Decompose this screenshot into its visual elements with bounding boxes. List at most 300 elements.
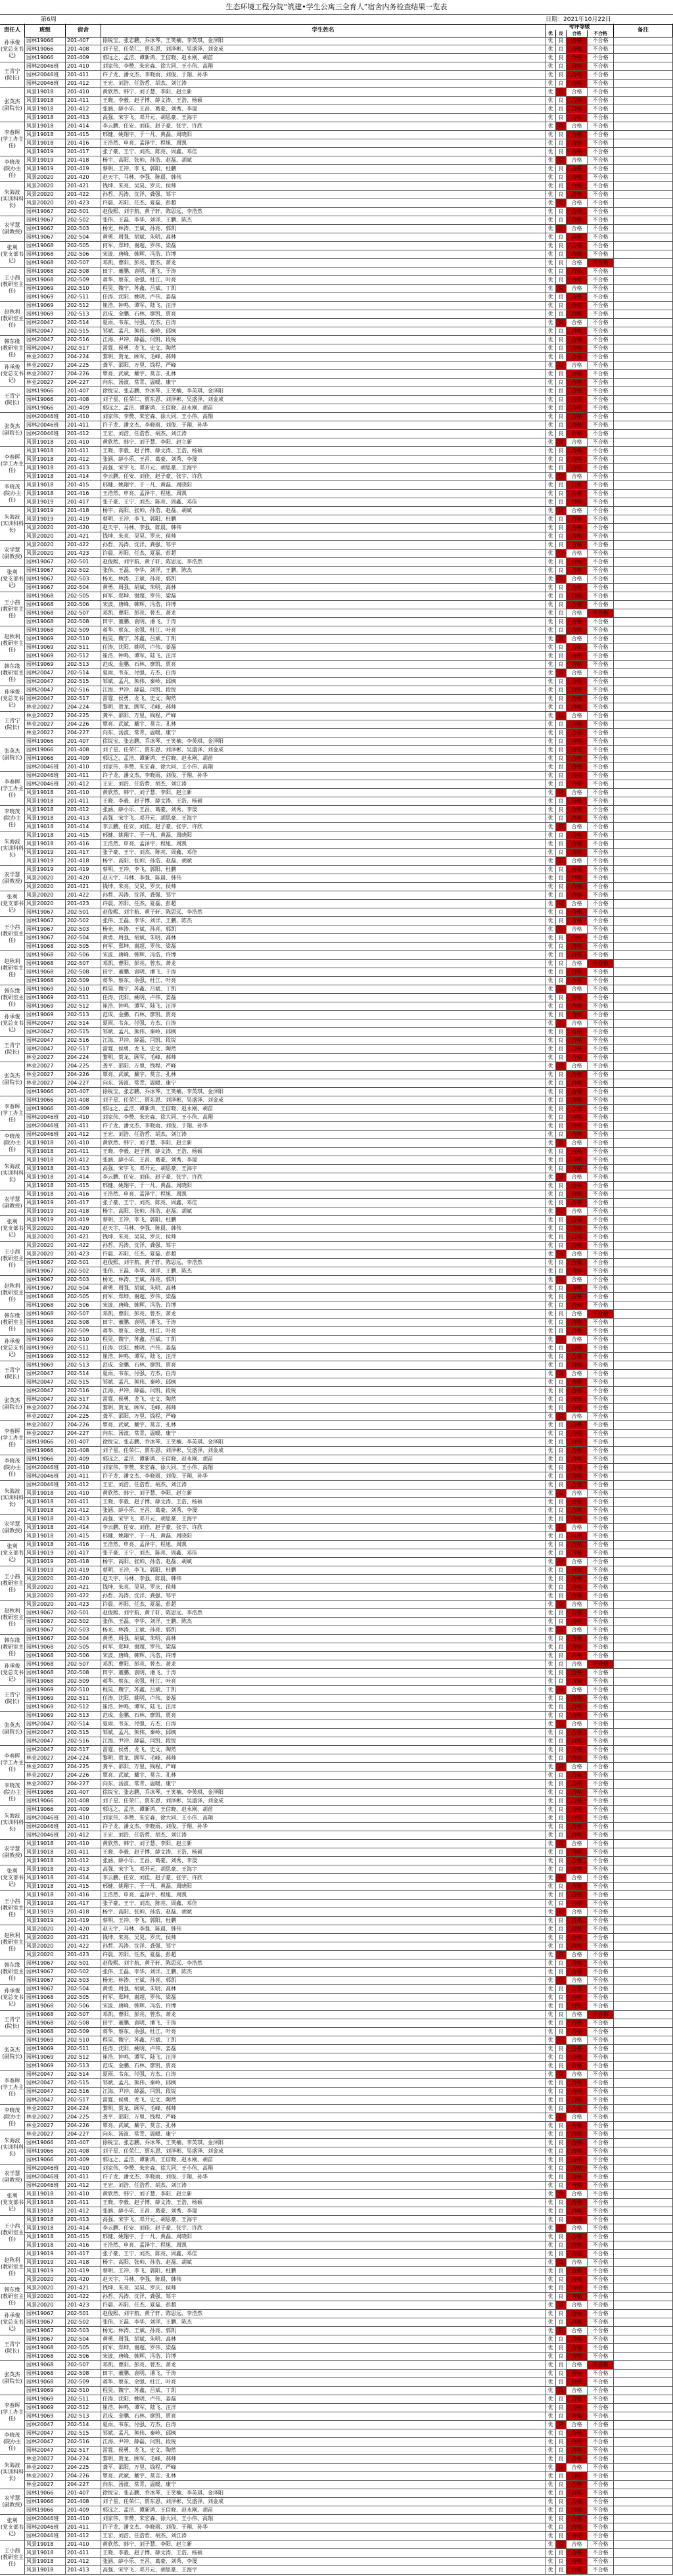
grade-good: 良 (556, 1686, 567, 1694)
class-cell: 风景20020 (25, 1225, 66, 1232)
grade-fail: 不合格 (588, 1028, 614, 1036)
class-cell: 园林19069 (25, 2036, 66, 2044)
notes-cell (614, 490, 673, 498)
notes-cell (614, 1942, 673, 1950)
grade-excellent: 优 (545, 2088, 556, 2096)
responsible-title: (党总支书记) (0, 1670, 24, 1683)
grade-pass: 合格 (567, 2207, 588, 2215)
grade-fail: 不合格 (588, 1327, 614, 1335)
room-cell: 202-505 (66, 1994, 101, 2002)
grade-good: 良 (556, 1831, 567, 1839)
grade-pass: 合格 (567, 635, 588, 643)
grade-good: 良 (556, 1720, 567, 1728)
class-cell: 园林20046班 (25, 1122, 66, 1130)
class-cell: 园林20047 (25, 1729, 66, 1737)
grade-good: 良 (556, 1071, 567, 1079)
responsible-name: 孙承俊 (5, 1988, 20, 1994)
names-cell: 黄欣然、韩宁、刘子慧、李阳、赵立新 (101, 2541, 545, 2548)
responsible-name: 王小茜 (5, 275, 20, 281)
grade-fail: 不合格 (588, 1353, 614, 1361)
notes-cell (614, 2301, 673, 2309)
grade-fail: 不合格 (588, 1977, 614, 1984)
grade-fail: 不合格 (588, 2147, 614, 2155)
notes-cell (614, 1566, 673, 1574)
table-row (0, 1686, 673, 1695)
grade-pass: 合格 (567, 2284, 588, 2292)
grade-pass: 合格 (567, 421, 588, 429)
grade-good: 良 (556, 2464, 567, 2471)
notes-cell (614, 1532, 673, 1540)
room-cell: 201-416 (66, 139, 101, 147)
grade-good: 良 (556, 2353, 567, 2360)
grade-excellent: 优 (545, 2421, 556, 2429)
grade-pass: 合格 (567, 2438, 588, 2446)
grade-good: 良 (556, 191, 567, 199)
table-row (0, 592, 673, 601)
notes-cell (614, 626, 673, 634)
responsible-cell (0, 336, 25, 362)
grade-excellent: 优 (545, 182, 556, 190)
names-cell: 何军、郑坤、谢超、罗伟、梁磊 (101, 943, 545, 950)
responsible-name: 王青宁 (5, 1692, 20, 1698)
grade-excellent: 优 (545, 2207, 556, 2215)
responsible-name: 孙承俊 (5, 1014, 20, 1020)
grade-good: 良 (556, 2549, 567, 2557)
room-cell: 201-414 (66, 473, 101, 480)
grade-good: 良 (556, 1395, 567, 1403)
grade-excellent: 优 (545, 1327, 556, 1335)
notes-cell (614, 831, 673, 839)
class-cell: 风景19019 (25, 515, 66, 523)
notes-cell (614, 2199, 673, 2207)
class-cell: 风景19018 (25, 1840, 66, 1848)
grade-pass: 合格 (567, 1677, 588, 1685)
grade-good: 良 (556, 1917, 567, 1925)
class-cell: 园林20047 (25, 1737, 66, 1745)
class-cell: 园林19068 (25, 2019, 66, 2027)
table-row (0, 1284, 673, 1293)
names-cell: 覃亮、武斌、戴宇、莫言、孔林 (101, 2122, 545, 2130)
names-cell: 郭远之、孟洁、谭新鸿、王信晓、赵永刚、胡苗 (101, 1105, 545, 1113)
grade-fail: 不合格 (588, 1703, 614, 1711)
notes-cell (614, 250, 673, 258)
grade-excellent: 优 (545, 1242, 556, 1250)
notes-cell (614, 1310, 673, 1318)
grade-fail: 不合格 (588, 1207, 614, 1215)
room-cell: 204-227 (66, 729, 101, 737)
responsible-cell (0, 2335, 25, 2361)
grade-good: 良 (556, 2207, 567, 2215)
names-cell: 李云鹏、任安、刘佳、赵子豪、张宇、许欣 (101, 823, 545, 831)
responsible-title: (学工办主任) (0, 1110, 24, 1123)
names-cell: 王浩然、申亮、孟泽宇、程旭、周凯 (101, 139, 545, 147)
responsible-name: 王青宁 (5, 2341, 20, 2348)
room-cell: 202-513 (66, 1361, 101, 1369)
notes-cell (614, 481, 673, 489)
class-cell: 风景20020 (25, 1592, 66, 1600)
room-cell: 201-416 (66, 2241, 101, 2249)
notes-cell (614, 2071, 673, 2078)
notes-cell (614, 2455, 673, 2463)
room-cell: 201-418 (66, 2259, 101, 2266)
grade-excellent: 优 (545, 1942, 556, 1950)
grade-fail: 不合格 (588, 2233, 614, 2241)
room-cell: 201-417 (66, 2250, 101, 2258)
notes-cell (614, 2395, 673, 2403)
grade-fail: 不合格 (588, 524, 614, 532)
grade-good: 良 (556, 1148, 567, 1156)
grade-excellent: 优 (545, 840, 556, 848)
names-cell: 张涵、薛小乐、王昌、葛豪、刘秀、李晟 (101, 1857, 545, 1865)
names-cell: 蒋华、蔡东、余强、杜江、叶亮 (101, 1677, 545, 1685)
table-row (0, 2472, 673, 2481)
room-cell: 201-412 (66, 1131, 101, 1138)
grade-excellent: 优 (545, 695, 556, 703)
table-row (0, 686, 673, 695)
table-row (0, 2156, 673, 2165)
grade-fail: 不合格 (588, 831, 614, 839)
notes-cell (614, 1293, 673, 1301)
table-row (0, 1601, 673, 1609)
notes-cell (614, 1276, 673, 1284)
grade-fail: 不合格 (588, 1336, 614, 1344)
room-cell: 202-517 (66, 1395, 101, 1403)
grade-good: 良 (556, 2429, 567, 2437)
grade-pass: 合格 (567, 37, 588, 45)
notes-cell (614, 1233, 673, 1241)
grade-pass: 合格 (567, 1942, 588, 1950)
responsible-cell (0, 1515, 25, 1541)
names-cell: 王宏、刘浩、任浩哲、胡杰、刘江涛 (101, 1131, 545, 1138)
class-cell: 风景20020 (25, 874, 66, 882)
responsible-cell (0, 1806, 25, 1840)
grade-good: 良 (556, 293, 567, 301)
grade-good: 良 (556, 233, 567, 241)
table-row (0, 891, 673, 900)
grade-good: 良 (556, 1156, 567, 1164)
grade-excellent: 优 (545, 259, 556, 267)
names-cell: 张伟、王磊、李华、刘洋、王鹏、陈杰 (101, 1968, 545, 1976)
grade-good: 良 (556, 37, 567, 45)
notes-cell (614, 447, 673, 455)
table-row (0, 2387, 673, 2395)
grade-excellent: 优 (545, 2233, 556, 2241)
room-cell: 202-512 (66, 2053, 101, 2061)
class-cell: 园林19068 (25, 1327, 66, 1335)
grade-excellent: 优 (545, 703, 556, 711)
class-cell: 园林19066 (25, 746, 66, 754)
grade-good: 良 (556, 1413, 567, 1420)
room-cell: 202-502 (66, 567, 101, 574)
notes-cell (614, 584, 673, 592)
grade-fail: 不合格 (588, 1447, 614, 1455)
table-row (0, 156, 673, 165)
grade-pass: 合格 (567, 1088, 588, 1096)
room-cell: 201-420 (66, 1925, 101, 1933)
responsible-title: (副院长) (2, 1079, 22, 1086)
grade-fail: 不合格 (588, 2310, 614, 2318)
grade-fail: 不合格 (588, 1233, 614, 1241)
names-cell: 郭远之、孟洁、谭新鸿、王信晓、赵永刚、胡苗 (101, 54, 545, 62)
grade-pass: 合格 (567, 80, 588, 87)
grade-pass: 合格 (567, 276, 588, 284)
table-row (0, 883, 673, 891)
room-cell: 201-422 (66, 191, 101, 199)
grade-pass: 合格 (567, 473, 588, 480)
grade-pass: 合格 (567, 45, 588, 53)
grade-good: 良 (556, 2182, 567, 2190)
room-cell: 204-227 (66, 1430, 101, 1438)
grade-fail: 不合格 (588, 2088, 614, 2096)
responsible-cell (0, 2165, 25, 2190)
class-cell: 园林19069 (25, 1002, 66, 1010)
notes-cell (614, 1131, 673, 1138)
grade-good: 良 (556, 2267, 567, 2275)
grade-good: 良 (556, 618, 567, 626)
names-cell: 李云鹏、任安、刘佳、赵子豪、张宇、许欣 (101, 1874, 545, 1882)
notes-cell (614, 1712, 673, 1720)
grade-pass: 合格 (567, 2353, 588, 2360)
notes-cell (614, 2404, 673, 2412)
names-cell: 蔡明、王冲、李飞、郭阳、杜鹏 (101, 1216, 545, 1224)
room-cell: 202-506 (66, 951, 101, 959)
responsible-cell (0, 1865, 25, 1891)
grade-fail: 不合格 (588, 635, 614, 643)
grade-pass: 合格 (567, 2447, 588, 2454)
responsible-title: (教研室主任) (0, 965, 24, 978)
grade-good: 良 (556, 2199, 567, 2207)
responsible-cell (0, 2489, 25, 2515)
class-cell: 园林19067 (25, 1985, 66, 1993)
class-cell: 园林19067 (25, 1635, 66, 1643)
room-cell: 201-408 (66, 2147, 101, 2155)
grade-excellent: 优 (545, 2523, 556, 2531)
table-row (0, 1643, 673, 1652)
class-cell: 园林19068 (25, 2011, 66, 2019)
room-cell: 201-412 (66, 1831, 101, 1839)
grade-fail: 不合格 (588, 575, 614, 583)
grade-good: 良 (556, 174, 567, 181)
table-row (0, 2523, 673, 2532)
grade-pass: 合格 (567, 2515, 588, 2523)
notes-cell (614, 1934, 673, 1942)
grade-excellent: 优 (545, 618, 556, 626)
grade-good: 良 (556, 80, 567, 87)
class-cell: 风景19018 (25, 1848, 66, 1856)
grade-fail: 不合格 (588, 1566, 614, 1574)
grade-fail: 不合格 (588, 1507, 614, 1514)
table-row (0, 2541, 673, 2549)
room-cell: 202-511 (66, 293, 101, 301)
responsible-cell (0, 1096, 25, 1131)
table-row (0, 2130, 673, 2139)
grade-fail: 不合格 (588, 2096, 614, 2104)
notes-cell (614, 1652, 673, 1660)
grade-good: 良 (556, 2259, 567, 2266)
class-cell: 园林19066 (25, 2506, 66, 2514)
grade-good: 良 (556, 823, 567, 831)
notes-cell (614, 2019, 673, 2027)
grade-fail: 不合格 (588, 1045, 614, 1053)
grade-pass: 合格 (567, 122, 588, 130)
grade-excellent: 优 (545, 2532, 556, 2540)
grade-pass: 合格 (567, 464, 588, 472)
names-cell: 高强、宋宇飞、邓开元、胡思豪、王海宇 (101, 1865, 545, 1873)
responsible-name: 王青宁 (5, 1042, 20, 1049)
table-row (0, 1301, 673, 1310)
grade-fail: 不合格 (588, 2182, 614, 2190)
table-row (0, 1763, 673, 1771)
grade-pass: 合格 (567, 438, 588, 446)
notes-cell (614, 814, 673, 822)
grade-good: 良 (556, 1549, 567, 1557)
room-cell: 201-408 (66, 1447, 101, 1455)
class-cell: 园林19067 (25, 2335, 66, 2343)
table-row (0, 45, 673, 54)
notes-cell (614, 2421, 673, 2429)
grade-fail: 不合格 (588, 1344, 614, 1352)
table-row (0, 370, 673, 379)
table-row (0, 2378, 673, 2387)
grade-good: 良 (556, 1404, 567, 1412)
room-cell: 201-407 (66, 1088, 101, 1096)
grade-fail: 不合格 (588, 891, 614, 899)
class-cell: 园林19068 (25, 951, 66, 959)
responsible-cell (0, 413, 25, 447)
table-row (0, 2506, 673, 2515)
table-row (0, 2412, 673, 2421)
grade-fail: 不合格 (588, 182, 614, 190)
grade-excellent: 优 (545, 421, 556, 429)
table-row (0, 1566, 673, 1575)
responsible-title: (实训科科长) (0, 845, 24, 858)
responsible-cell (0, 182, 25, 216)
room-cell: 202-504 (66, 233, 101, 241)
class-cell: 风景20020 (25, 1942, 66, 1950)
names-cell: 王宏、刘浩、任浩哲、胡杰、刘江涛 (101, 80, 545, 87)
room-cell: 202-512 (66, 1002, 101, 1010)
class-cell: 风景20020 (25, 182, 66, 190)
responsible-title: (实训科科长) (0, 2144, 24, 2157)
responsible-cell (0, 1660, 25, 1686)
class-cell: 园林19069 (25, 1712, 66, 1720)
room-cell: 201-412 (66, 2558, 101, 2565)
grade-good: 良 (556, 908, 567, 916)
table-row (0, 396, 673, 404)
responsible-name: 李晓茂 (5, 2432, 20, 2439)
room-cell: 202-517 (66, 2096, 101, 2104)
grade-pass: 合格 (567, 831, 588, 839)
responsible-name: 韩东缘 (5, 1962, 20, 1969)
class-cell: 园林19068 (25, 2353, 66, 2360)
grade-excellent: 优 (545, 464, 556, 472)
grade-pass: 合格 (567, 1643, 588, 1651)
notes-cell (614, 729, 673, 737)
grade-fail: 不合格 (588, 1643, 614, 1651)
grade-fail: 不合格 (588, 1660, 614, 1668)
table-row (0, 216, 673, 225)
grade-excellent: 优 (545, 344, 556, 352)
responsible-cell (0, 1011, 25, 1037)
names-cell: 高强、宋宇飞、邓开元、胡思豪、王海宇 (101, 464, 545, 472)
notes-cell (614, 1763, 673, 1771)
names-cell: 任涛、沈阳、姚明、卢伟、姜磊 (101, 994, 545, 1002)
grade-excellent: 优 (545, 131, 556, 139)
class-cell: 园林19067 (25, 575, 66, 583)
names-cell: 杨宇、高阳、张帅、孙浩、赵磊、胡斌 (101, 1207, 545, 1215)
grade-pass: 合格 (567, 1686, 588, 1694)
grade-fail: 不合格 (588, 1797, 614, 1805)
room-cell: 201-411 (66, 2523, 101, 2531)
grade-fail: 不合格 (588, 951, 614, 959)
names-cell: 向东、汤波、常青、温暖、康宁 (101, 379, 545, 386)
room-cell: 201-411 (66, 2549, 101, 2557)
room-cell: 202-501 (66, 908, 101, 916)
notes-cell (614, 1737, 673, 1745)
grade-good: 良 (556, 1566, 567, 1574)
grade-excellent: 优 (545, 874, 556, 882)
grade-pass: 合格 (567, 2259, 588, 2266)
class-cell: 风景20020 (25, 2276, 66, 2283)
grade-excellent: 优 (545, 951, 556, 959)
responsible-cell (0, 1985, 25, 2011)
grade-good: 良 (556, 2096, 567, 2104)
names-cell: 王浩然、申亮、孟泽宇、程旭、周凯 (101, 1541, 545, 1549)
table-row (0, 2464, 673, 2472)
responsible-cell (0, 1131, 25, 1156)
names-cell: 许子龙、潘文杰、李晓雨、刘俊、于翔、孙华 (101, 1472, 545, 1480)
grade-good: 良 (556, 925, 567, 933)
grade-fail: 不合格 (588, 883, 614, 891)
class-cell: 林业20027 (25, 2122, 66, 2130)
grade-good: 良 (556, 814, 567, 822)
names-cell: 蒋华、蔡东、余强、杜江、叶亮 (101, 977, 545, 985)
class-cell: 园林19068 (25, 1652, 66, 1660)
grade-good: 良 (556, 1575, 567, 1583)
notes-cell (614, 1250, 673, 1258)
class-cell: 风景20020 (25, 2293, 66, 2301)
grade-good: 良 (556, 1011, 567, 1019)
grade-fail: 不合格 (588, 1489, 614, 1497)
notes-cell (614, 1754, 673, 1762)
room-cell: 202-503 (66, 2327, 101, 2335)
notes-cell (614, 2353, 673, 2360)
grade-fail: 不合格 (588, 396, 614, 404)
grade-good: 良 (556, 960, 567, 968)
class-cell: 林业20027 (25, 2113, 66, 2121)
names-cell: 杨光、林涛、王斌、孙亮、郭凯 (101, 1977, 545, 1984)
room-cell: 201-407 (66, 2489, 101, 2497)
responsible-title: (院办主任) (0, 2439, 24, 2452)
notes-cell (614, 2549, 673, 2557)
grade-fail: 不合格 (588, 1515, 614, 1523)
grade-good: 良 (556, 789, 567, 797)
names-cell: 张伟、王磊、李华、刘洋、王鹏、陈杰 (101, 216, 545, 224)
grade-fail: 不合格 (588, 336, 614, 344)
table-row (0, 1353, 673, 1361)
grade-fail: 不合格 (588, 387, 614, 395)
responsible-name: 农学慧 (5, 1521, 20, 1528)
notes-cell (614, 558, 673, 566)
table-row (0, 225, 673, 233)
names-cell: 雷霆、侯勇、龙飞、史文、陶然 (101, 2447, 545, 2454)
table-row (0, 558, 673, 567)
grade-excellent: 优 (545, 310, 556, 318)
grade-fail: 不合格 (588, 1609, 614, 1617)
grade-excellent: 优 (545, 1276, 556, 1284)
table-row (0, 1438, 673, 1447)
notes-cell (614, 1558, 673, 1566)
